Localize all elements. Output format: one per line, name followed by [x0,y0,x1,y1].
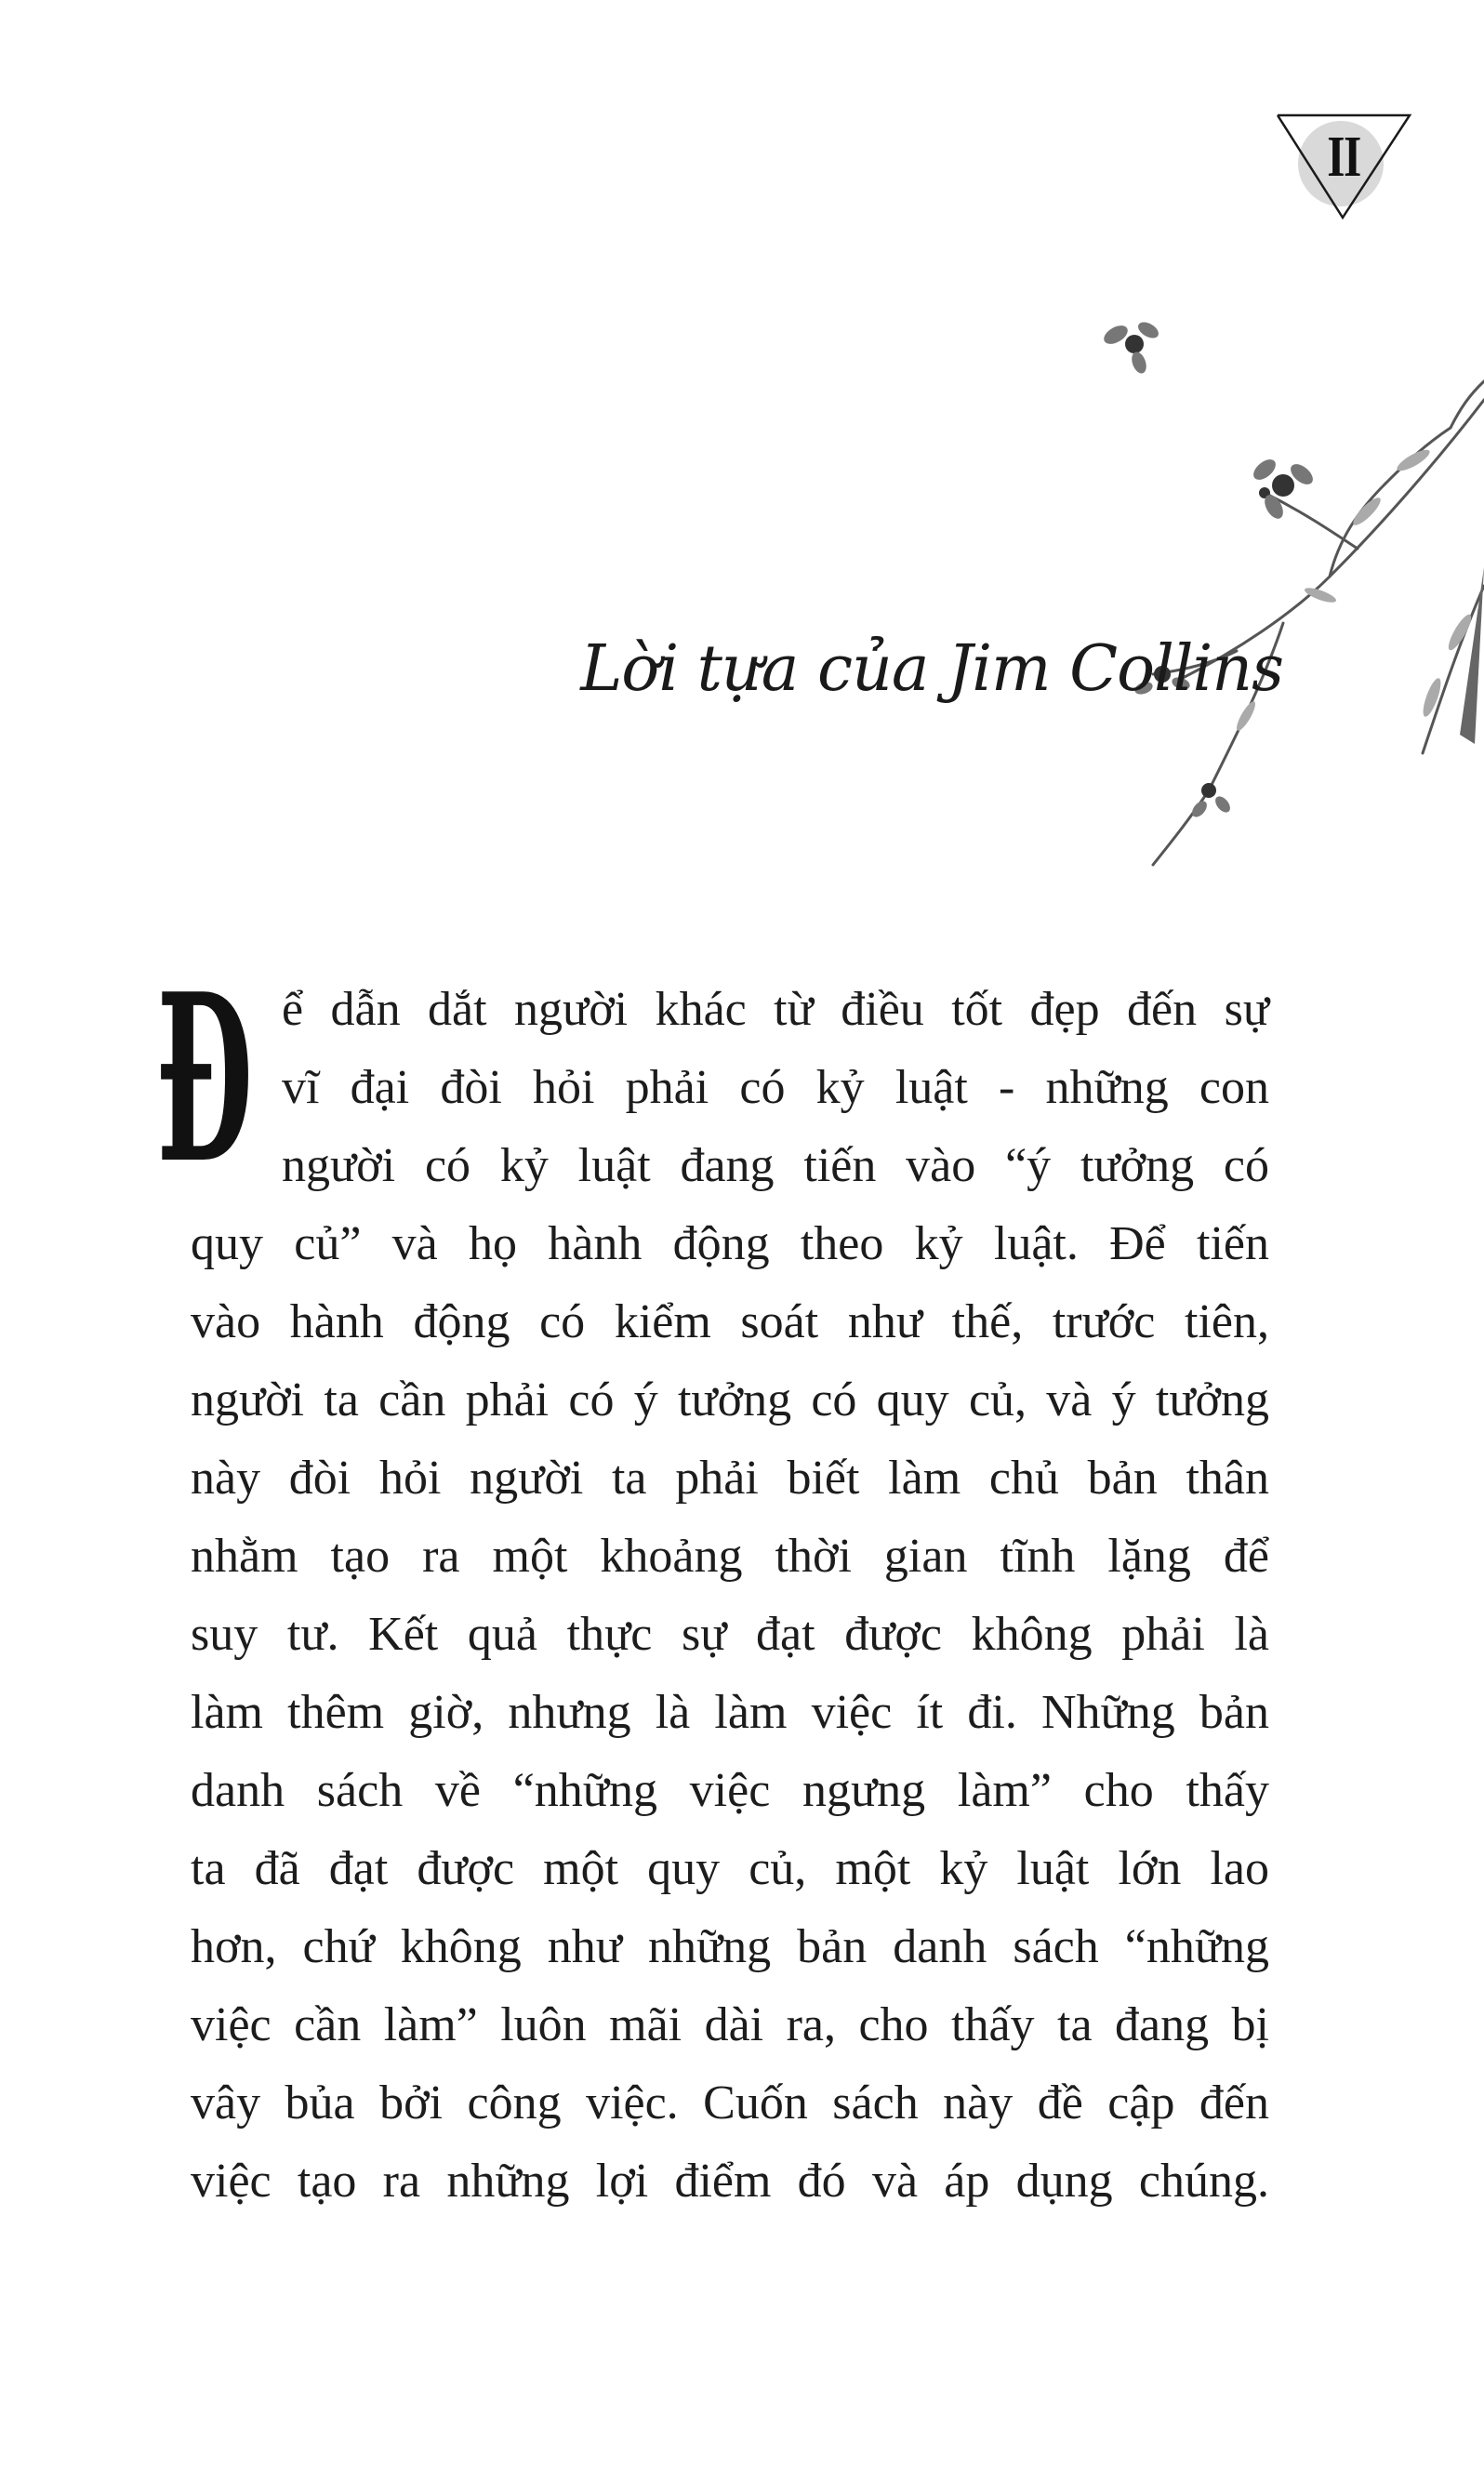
body-paragraph [191,971,1269,2221]
floral-branch-illustration-icon [1051,307,1484,883]
page-number: II [1327,126,1360,189]
drop-cap: Đ [156,944,254,1214]
body-line: việc tạo ra những lợi điểm đó và áp dụng chúng. [191,2155,1269,2208]
body-line: người có kỷ luật đang tiến vào “ý tưởng có [282,1139,1269,1192]
body-line: vào hành động có kiểm soát như thế, trước tiên, [191,1295,1269,1348]
body-line: ể dẫn dắt người khác từ điều tốt đẹp đến sự [282,983,1269,1036]
body-line: nhằm tạo ra một khoảng thời gian tĩnh lặng để [191,1530,1269,1583]
body-line: danh sách về “những việc ngưng làm” cho thấy [191,1764,1269,1817]
chapter-title: Lời tựa của Jim Collins [580,632,1283,706]
body-line: quy củ” và họ hành động theo kỷ luật. Để tiến [191,1217,1269,1270]
body-line: làm thêm giờ, nhưng là làm việc ít đi. Những bản [191,1686,1269,1739]
page-number-badge [1274,110,1413,221]
body-line: này đòi hỏi người ta phải biết làm chủ bản thân [191,1452,1269,1505]
body-line: vĩ đại đòi hỏi phải có kỷ luật - những con [282,1061,1269,1114]
body-line: người ta cần phải có ý tưởng có quy củ, và ý tưởng [191,1373,1269,1426]
body-line: vây bủa bởi công việc. Cuốn sách này đề cập đến [191,2076,1269,2129]
body-line: ta đã đạt được một quy củ, một kỷ luật lớn lao [191,1842,1269,1895]
body-line: suy tư. Kết quả thực sự đạt được không phải là [191,1608,1269,1661]
body-line: hơn, chứ không như những bản danh sách “những [191,1920,1269,1973]
body-line: việc cần làm” luôn mãi dài ra, cho thấy ta đang bị [191,1998,1269,2051]
